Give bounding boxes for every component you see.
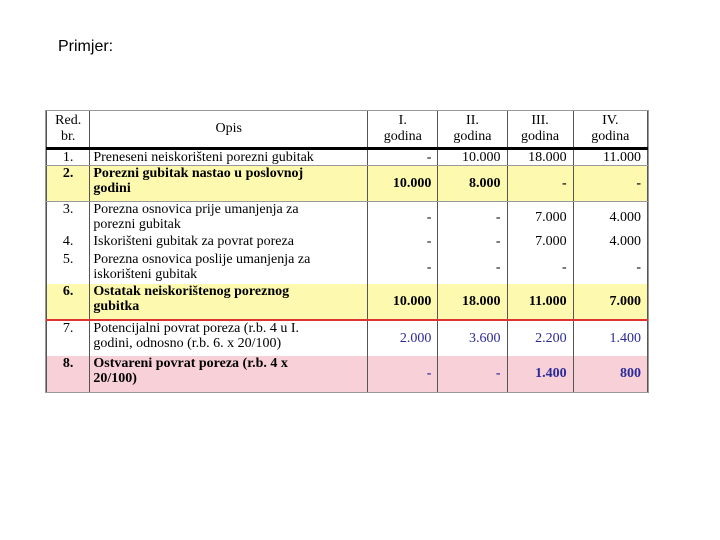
value-year-2: - <box>438 356 507 392</box>
table-row <box>47 149 648 166</box>
tax-loss-table <box>46 111 648 392</box>
value-year-2: - <box>438 202 507 234</box>
value-year-4: 4.000 <box>573 234 647 252</box>
value-year-4: 4.000 <box>573 202 647 234</box>
table-row <box>47 356 648 392</box>
value-year-4: 7.000 <box>573 284 647 320</box>
value-year-4: 1.400 <box>573 320 647 356</box>
value-year-3: 2.200 <box>507 320 573 356</box>
header-rb: Red. br. <box>47 111 90 149</box>
value-year-1: 10.000 <box>368 166 438 202</box>
value-year-3: 11.000 <box>507 284 573 320</box>
row-number: 6. <box>47 284 90 320</box>
row-number: 7. <box>47 320 90 356</box>
value-year-2: 18.000 <box>438 284 507 320</box>
value-year-3: - <box>507 252 573 284</box>
value-year-3: 1.400 <box>507 356 573 392</box>
row-description: Ostatak neiskorištenog poreznog gubitka <box>90 284 368 320</box>
page-title: Primjer: <box>58 38 114 55</box>
value-year-3: - <box>507 166 573 202</box>
header-year-1: I. godina <box>368 111 438 149</box>
value-year-4: - <box>573 166 647 202</box>
value-year-1: - <box>368 202 438 234</box>
header-opis: Opis <box>90 111 368 149</box>
row-number: 3. <box>47 202 90 234</box>
value-year-2: - <box>438 252 507 284</box>
row-number: 4. <box>47 234 90 252</box>
value-year-4: - <box>573 252 647 284</box>
table-row <box>47 202 648 234</box>
value-year-3: 7.000 <box>507 234 573 252</box>
value-year-4: 11.000 <box>573 149 647 166</box>
header-year-4: IV. godina <box>573 111 647 149</box>
header-year-2: II. godina <box>438 111 507 149</box>
header-year-3: III. godina <box>507 111 573 149</box>
value-year-2: - <box>438 234 507 252</box>
row-description: Potencijalni povrat poreza (r.b. 4 u I. godini, odnosno (r.b. 6. x 20/100) <box>90 320 368 356</box>
value-year-1: - <box>368 234 438 252</box>
row-description: Preneseni neiskorišteni porezni gubitak <box>90 149 368 166</box>
value-year-2: 8.000 <box>438 166 507 202</box>
row-number: 8. <box>47 356 90 392</box>
value-year-1: 10.000 <box>368 284 438 320</box>
row-number: 1. <box>47 149 90 166</box>
value-year-1: - <box>368 252 438 284</box>
row-number: 5. <box>47 252 90 284</box>
value-year-1: - <box>368 356 438 392</box>
row-description: Porezni gubitak nastao u poslovnoj godini <box>90 166 368 202</box>
header-row <box>47 111 648 149</box>
row-description: Ostvareni povrat poreza (r.b. 4 x 20/100) <box>90 356 368 392</box>
value-year-2: 10.000 <box>438 149 507 166</box>
row-description: Iskorišteni gubitak za povrat poreza <box>90 234 368 252</box>
value-year-2: 3.600 <box>438 320 507 356</box>
value-year-1: 2.000 <box>368 320 438 356</box>
row-description: Porezna osnovica poslije umanjenja za iskorišteni gubitak <box>90 252 368 284</box>
row-description: Porezna osnovica prije umanjenja za porezni gubitak <box>90 202 368 234</box>
table-row <box>47 320 648 356</box>
row-number: 2. <box>47 166 90 202</box>
value-year-3: 7.000 <box>507 202 573 234</box>
value-year-3: 18.000 <box>507 149 573 166</box>
table-row <box>47 166 648 202</box>
table-row <box>47 252 648 284</box>
value-year-4: 800 <box>573 356 647 392</box>
table-row <box>47 234 648 252</box>
table-row <box>47 284 648 320</box>
value-year-1: - <box>368 149 438 166</box>
